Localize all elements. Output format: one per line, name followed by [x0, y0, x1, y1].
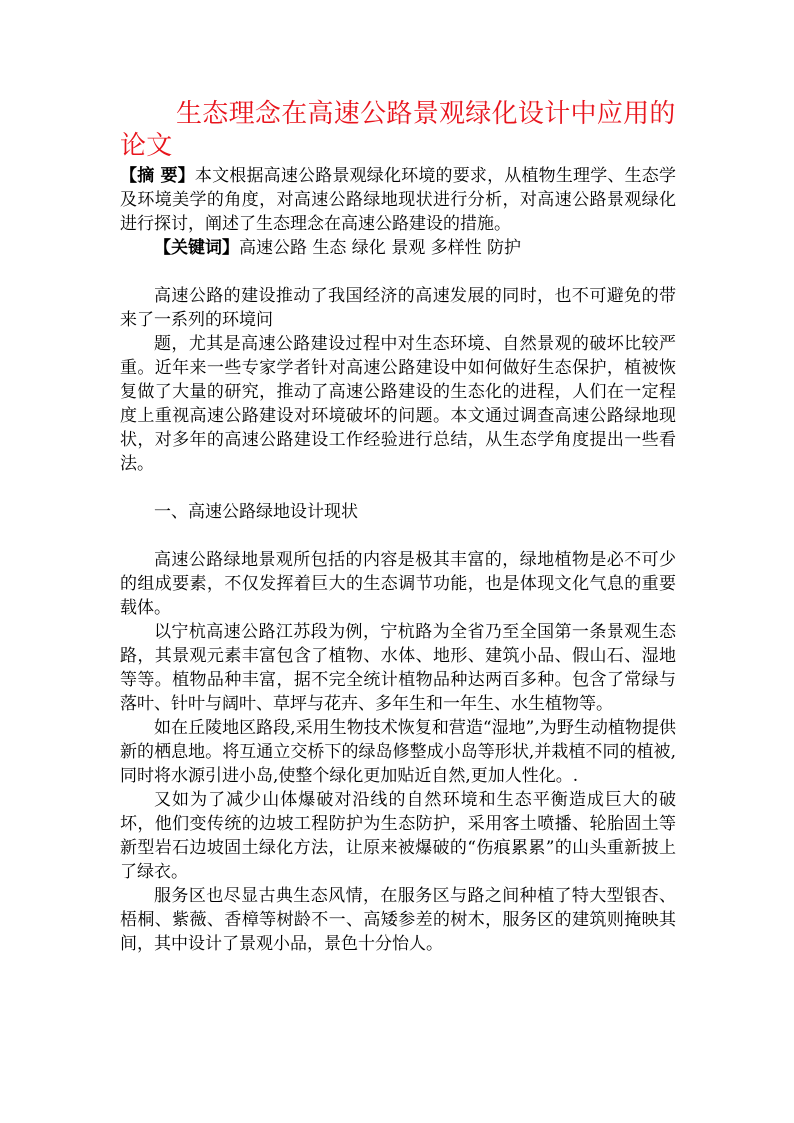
paragraph-intro-2: 题，尤其是高速公路建设过程中对生态环境、自然景观的破坏比较严重。近年来一些专家学者针对高速公路建设中如何做好生态保护，植被恢复做了大量的研究，推动了高速公路建设的生态化的进程，人们在一定程度上重视高速公路建设对环境破坏的问题。本文通过调查高速公路绿地现状，对多年的高速公路建设工作经验进行总结，从生态学角度提出一些看法。	[120, 334, 676, 474]
document-title: 生态理念在高速公路景观绿化设计中应用的论文	[120, 99, 676, 161]
spacer	[120, 260, 676, 284]
paragraph-s1-3: 如在丘陵地区路段,采用生物技术恢复和营造“湿地”,为野生动植物提供新的栖息地。将互通立交桥下的绿岛修整成小岛等形状,并栽植不同的植被,同时将水源引进小岛,使整个绿化更加贴近自然,更加人性化。.	[120, 718, 676, 786]
abstract-text: 本文根据高速公路景观绿化环境的要求，从植物生理学、生态学及环境美学的角度，对高速公路绿地现状进行分析，对高速公路景观绿化进行探讨，阐述了生态理念在高速公路建设的措施。	[120, 166, 677, 234]
keywords-label: 【关键词】	[154, 238, 239, 258]
keywords-text: 高速公路 生态 绿化 景观 多样性 防护	[239, 238, 522, 258]
abstract-label: 【摘 要】	[120, 166, 195, 186]
paragraph-s1-4: 又如为了减少山体爆破对沿线的自然环境和生态平衡造成巨大的破坏，他们变传统的边坡工程防护为生态防护，采用客土喷播、轮胎固土等新型岩石边坡固土绿化方法，让原来被爆破的“伤痕累累”的山头重新披上了绿衣。	[120, 790, 676, 882]
keywords	[120, 236, 676, 260]
paragraph-intro-1: 高速公路的建设推动了我国经济的高速发展的同时，也不可避免的带来了一系列的环境问	[120, 286, 676, 330]
paragraph-s1-1: 高速公路绿地景观所包括的内容是极其丰富的，绿地植物是必不可少的组成要素，不仅发挥着巨大的生态调节功能，也是体现文化气息的重要载体。	[120, 550, 676, 618]
paragraph-s1-2: 以宁杭高速公路江苏段为例，宁杭路为全省乃至全国第一条景观生态路，其景观元素丰富包含了植物、水体、地形、建筑小品、假山石、湿地等等。植物品种丰富，据不完全统计植物品种达两百多种。包含了常绿与落叶、针叶与阔叶、草坪与花卉、多年生和一年生、水生植物等。	[120, 622, 676, 714]
document-content	[120, 98, 676, 956]
spacer	[120, 524, 676, 548]
abstract	[120, 164, 676, 236]
spacer	[120, 476, 676, 500]
paragraph-s1-5: 服务区也尽显古典生态风情，在服务区与路之间种植了特大型银杏、梧桐、紫薇、香樟等树龄不一、高矮参差的树木，服务区的建筑则掩映其间，其中设计了景观小品，景色十分怡人。	[120, 886, 676, 954]
section-heading: 一、高速公路绿地设计现状	[154, 502, 358, 522]
